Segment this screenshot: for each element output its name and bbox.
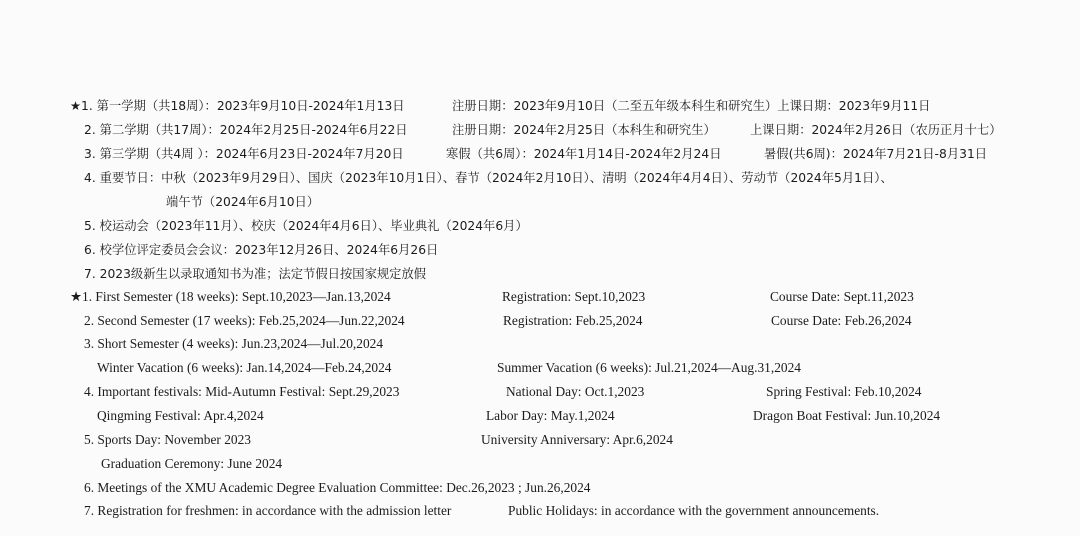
cn-item-4-continued: 端午节（2024年6月10日） [166,195,320,209]
cn-item-2-registration: 注册日期：2024年2月25日（本科生和研究生） [452,123,716,137]
en-item-6-meetings: 6. Meetings of the XMU Academic Degree Evaluation Committee: Dec.26,2023 ; Jun.26,2024 [84,480,591,495]
en-item-1-term: ★1. First Semester (18 weeks): Sept.10,2023—Jan.13,2024 [70,289,391,304]
en-item-3-term: 3. Short Semester (4 weeks): Jun.23,2024—Jul.20,2024 [84,336,384,351]
cn-item-7-freshmen: 7. 2023级新生以录取通知书为准；法定节假日按国家规定放假 [84,267,427,281]
cn-item-5-events: 5. 校运动会（2023年11月）、校庆（2024年4月6日）、毕业典礼（2024年6月） [84,219,528,233]
en-item-4-dragon-boat: Dragon Boat Festival: Jun.10,2024 [753,408,941,423]
en-item-4-festivals: 4. Important festivals: Mid-Autumn Festival: Sept.29,2023 [84,384,400,399]
en-item-4-spring-festival: Spring Festival: Feb.10,2024 [766,384,922,399]
en-item-2-registration: Registration: Feb.25,2024 [503,313,643,328]
en-item-4-labor-day: Labor Day: May.1,2024 [486,408,615,423]
en-item-7-public-holidays: Public Holidays: in accordance with the government announcements. [508,503,880,518]
cn-item-3-term: 3. 第三学期（共4周 ）：2024年6月23日-2024年7月20日 [84,147,404,161]
cn-item-3-winter: 寒假（共6周）：2024年1月14日-2024年2月24日 [446,147,722,161]
en-item-4-national-day: National Day: Oct.1,2023 [506,384,645,399]
cn-item-3-summer: 暑假(共6周)：2024年7月21日-8月31日 [764,147,988,161]
cn-item-4-festivals: 4. 重要节日：中秋（2023年9月29日）、国庆（2023年10月1日）、春节（2024年2月10日）、清明（2024年4月4日）、劳动节（2024年5月1日）、 [84,171,893,185]
en-item-5-anniversary: University Anniversary: Apr.6,2024 [481,432,673,447]
en-item-5-graduation: Graduation Ceremony: June 2024 [101,456,283,471]
en-item-2-term: 2. Second Semester (17 weeks): Feb.25,2024—Jun.22,2024 [84,313,405,328]
en-item-7-freshmen: 7. Registration for freshmen: in accordance with the admission letter [84,503,452,518]
cn-item-6-meetings: 6. 校学位评定委员会会议：2023年12月26日、2024年6月26日 [84,243,439,257]
en-item-2-course-date: Course Date: Feb.26,2024 [771,313,912,328]
cn-item-1-term: ★1. 第一学期（共18周）：2023年9月10日-2024年1月13日 [70,99,405,113]
en-item-3-summer: Summer Vacation (6 weeks): Jul.21,2024—Aug.31,2024 [497,360,801,375]
en-item-3-winter: Winter Vacation (6 weeks): Jan.14,2024—Feb.24,2024 [97,360,392,375]
en-item-4-qingming: Qingming Festival: Apr.4,2024 [97,408,264,423]
cn-item-2-term: 2. 第二学期（共17周）：2024年2月25日-2024年6月22日 [84,123,408,137]
en-item-1-course-date: Course Date: Sept.11,2023 [770,289,914,304]
cn-item-1-registration: 注册日期：2023年9月10日（二至五年级本科生和研究生）上课日期：2023年9月11日 [452,99,931,113]
en-item-5-sports-day: 5. Sports Day: November 2023 [84,432,251,447]
en-item-1-registration: Registration: Sept.10,2023 [502,289,646,304]
cn-item-2-class-date: 上课日期：2024年2月26日（农历正月十七） [750,123,1002,137]
